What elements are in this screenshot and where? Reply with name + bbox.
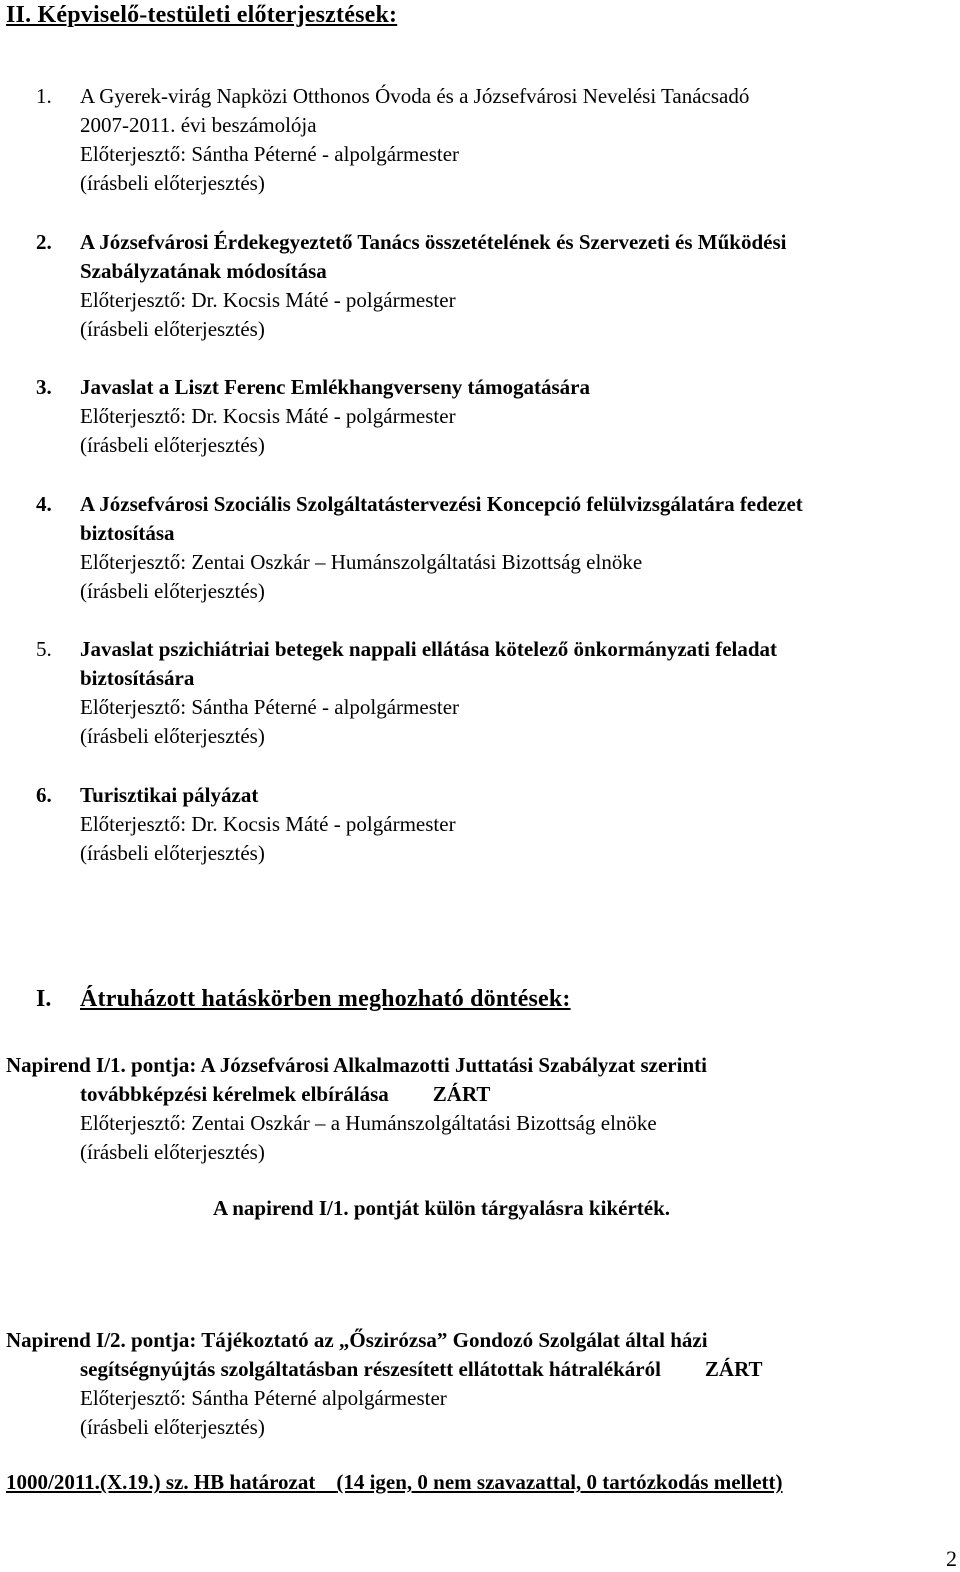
resolution-line — [6, 1470, 783, 1495]
item-title-line: Javaslat pszichiátriai betegek nappali ellátása kötelező önkormányzati feladat — [80, 637, 778, 661]
agenda-point-i2 — [6, 1326, 960, 1442]
agenda-item-2 — [36, 228, 960, 344]
agenda-item-6 — [36, 781, 960, 868]
item-type: (írásbeli előterjesztés) — [80, 433, 265, 457]
item-type: (írásbeli előterjesztés) — [80, 317, 265, 341]
agenda-point-i1 — [6, 1051, 960, 1167]
item-presenter: Előterjesztő: Dr. Kocsis Máté - polgármester — [80, 288, 456, 312]
point-presenter: Előterjesztő: Zentai Oszkár – a Humánszolgáltatási Bizottság elnöke — [80, 1111, 657, 1135]
resolution-votes: (14 igen, 0 nem szavazattal, 0 tartózkodás mellett) — [336, 1470, 783, 1494]
point-heading-line2 — [80, 1080, 960, 1109]
item-title-line: Szabályzatának módosítása — [80, 259, 327, 283]
item-title-line: biztosítása — [80, 521, 175, 545]
agenda-item-3 — [36, 373, 960, 460]
item-title-line: biztosítására — [80, 666, 195, 690]
item-title-line: 2007-2011. évi beszámolója — [80, 113, 317, 137]
item-presenter: Előterjesztő: Zentai Oszkár – Humánszolgáltatási Bizottság elnöke — [80, 550, 643, 574]
item-title-line: Javaslat a Liszt Ferenc Emlékhangverseny támogatására — [80, 375, 590, 399]
item-number: 4. — [36, 492, 52, 516]
point-type: (írásbeli előterjesztés) — [80, 1140, 265, 1164]
point-title: továbbképzési kérelmek elbírálása — [80, 1082, 389, 1106]
section-i-title: Átruházott hatáskörben meghozható döntések: — [80, 986, 571, 1012]
section-ii-title: II. Képviselő-testületi előterjesztések: — [6, 2, 398, 28]
item-title-line: A Józsefvárosi Szociális Szolgáltatástervezési Koncepció felülvizsgálatára fedezet — [80, 492, 803, 516]
item-title-line: A Józsefvárosi Érdekegyeztető Tanács összetételének és Szervezeti és Működési — [80, 230, 787, 254]
item-type: (írásbeli előterjesztés) — [80, 841, 265, 865]
item-presenter: Előterjesztő: Sántha Péterné - alpolgármester — [80, 695, 460, 719]
agenda-item-4 — [36, 490, 960, 606]
agenda-item-5 — [36, 635, 960, 751]
item-number: 3. — [36, 375, 52, 399]
item-title-line: A Gyerek-virág Napközi Otthonos Óvoda és a Józsefvárosi Nevelési Tanácsadó — [80, 84, 750, 108]
point-title: segítségnyújtás szolgáltatásban részesített ellátottak hátralékáról — [80, 1357, 661, 1381]
page-number: 2 — [946, 1546, 957, 1571]
item-type: (írásbeli előterjesztés) — [80, 579, 265, 603]
point-note: A napirend I/1. pontját külön tárgyalásra kikérték. — [213, 1196, 671, 1220]
item-number: 2. — [36, 230, 52, 254]
item-number: 1. — [36, 84, 52, 108]
point-heading: Napirend I/1. pontja: A Józsefvárosi Alkalmazotti Juttatási Szabályzat szerinti — [6, 1053, 707, 1077]
point-heading: Napirend I/2. pontja: Tájékoztató az „Őszirózsa” Gondozó Szolgálat által házi — [6, 1328, 708, 1352]
item-presenter: Előterjesztő: Sántha Péterné - alpolgármester — [80, 142, 460, 166]
point-heading-line2 — [80, 1355, 960, 1384]
item-title-line: Turisztikai pályázat — [80, 783, 259, 807]
item-number: 6. — [36, 783, 52, 807]
item-number: 5. — [36, 637, 52, 661]
point-presenter: Előterjesztő: Sántha Péterné alpolgármester — [80, 1386, 447, 1410]
section-i-number: I. — [36, 986, 52, 1012]
resolution-id: 1000/2011.(X.19.) sz. HB határozat — [6, 1470, 316, 1494]
agenda-item-1 — [36, 82, 960, 198]
item-presenter: Előterjesztő: Dr. Kocsis Máté - polgármester — [80, 404, 456, 428]
closed-status: ZÁRT — [432, 1082, 491, 1106]
item-type: (írásbeli előterjesztés) — [80, 171, 265, 195]
closed-status: ZÁRT — [704, 1357, 763, 1381]
item-presenter: Előterjesztő: Dr. Kocsis Máté - polgármester — [80, 812, 456, 836]
point-type: (írásbeli előterjesztés) — [80, 1415, 265, 1439]
item-type: (írásbeli előterjesztés) — [80, 724, 265, 748]
